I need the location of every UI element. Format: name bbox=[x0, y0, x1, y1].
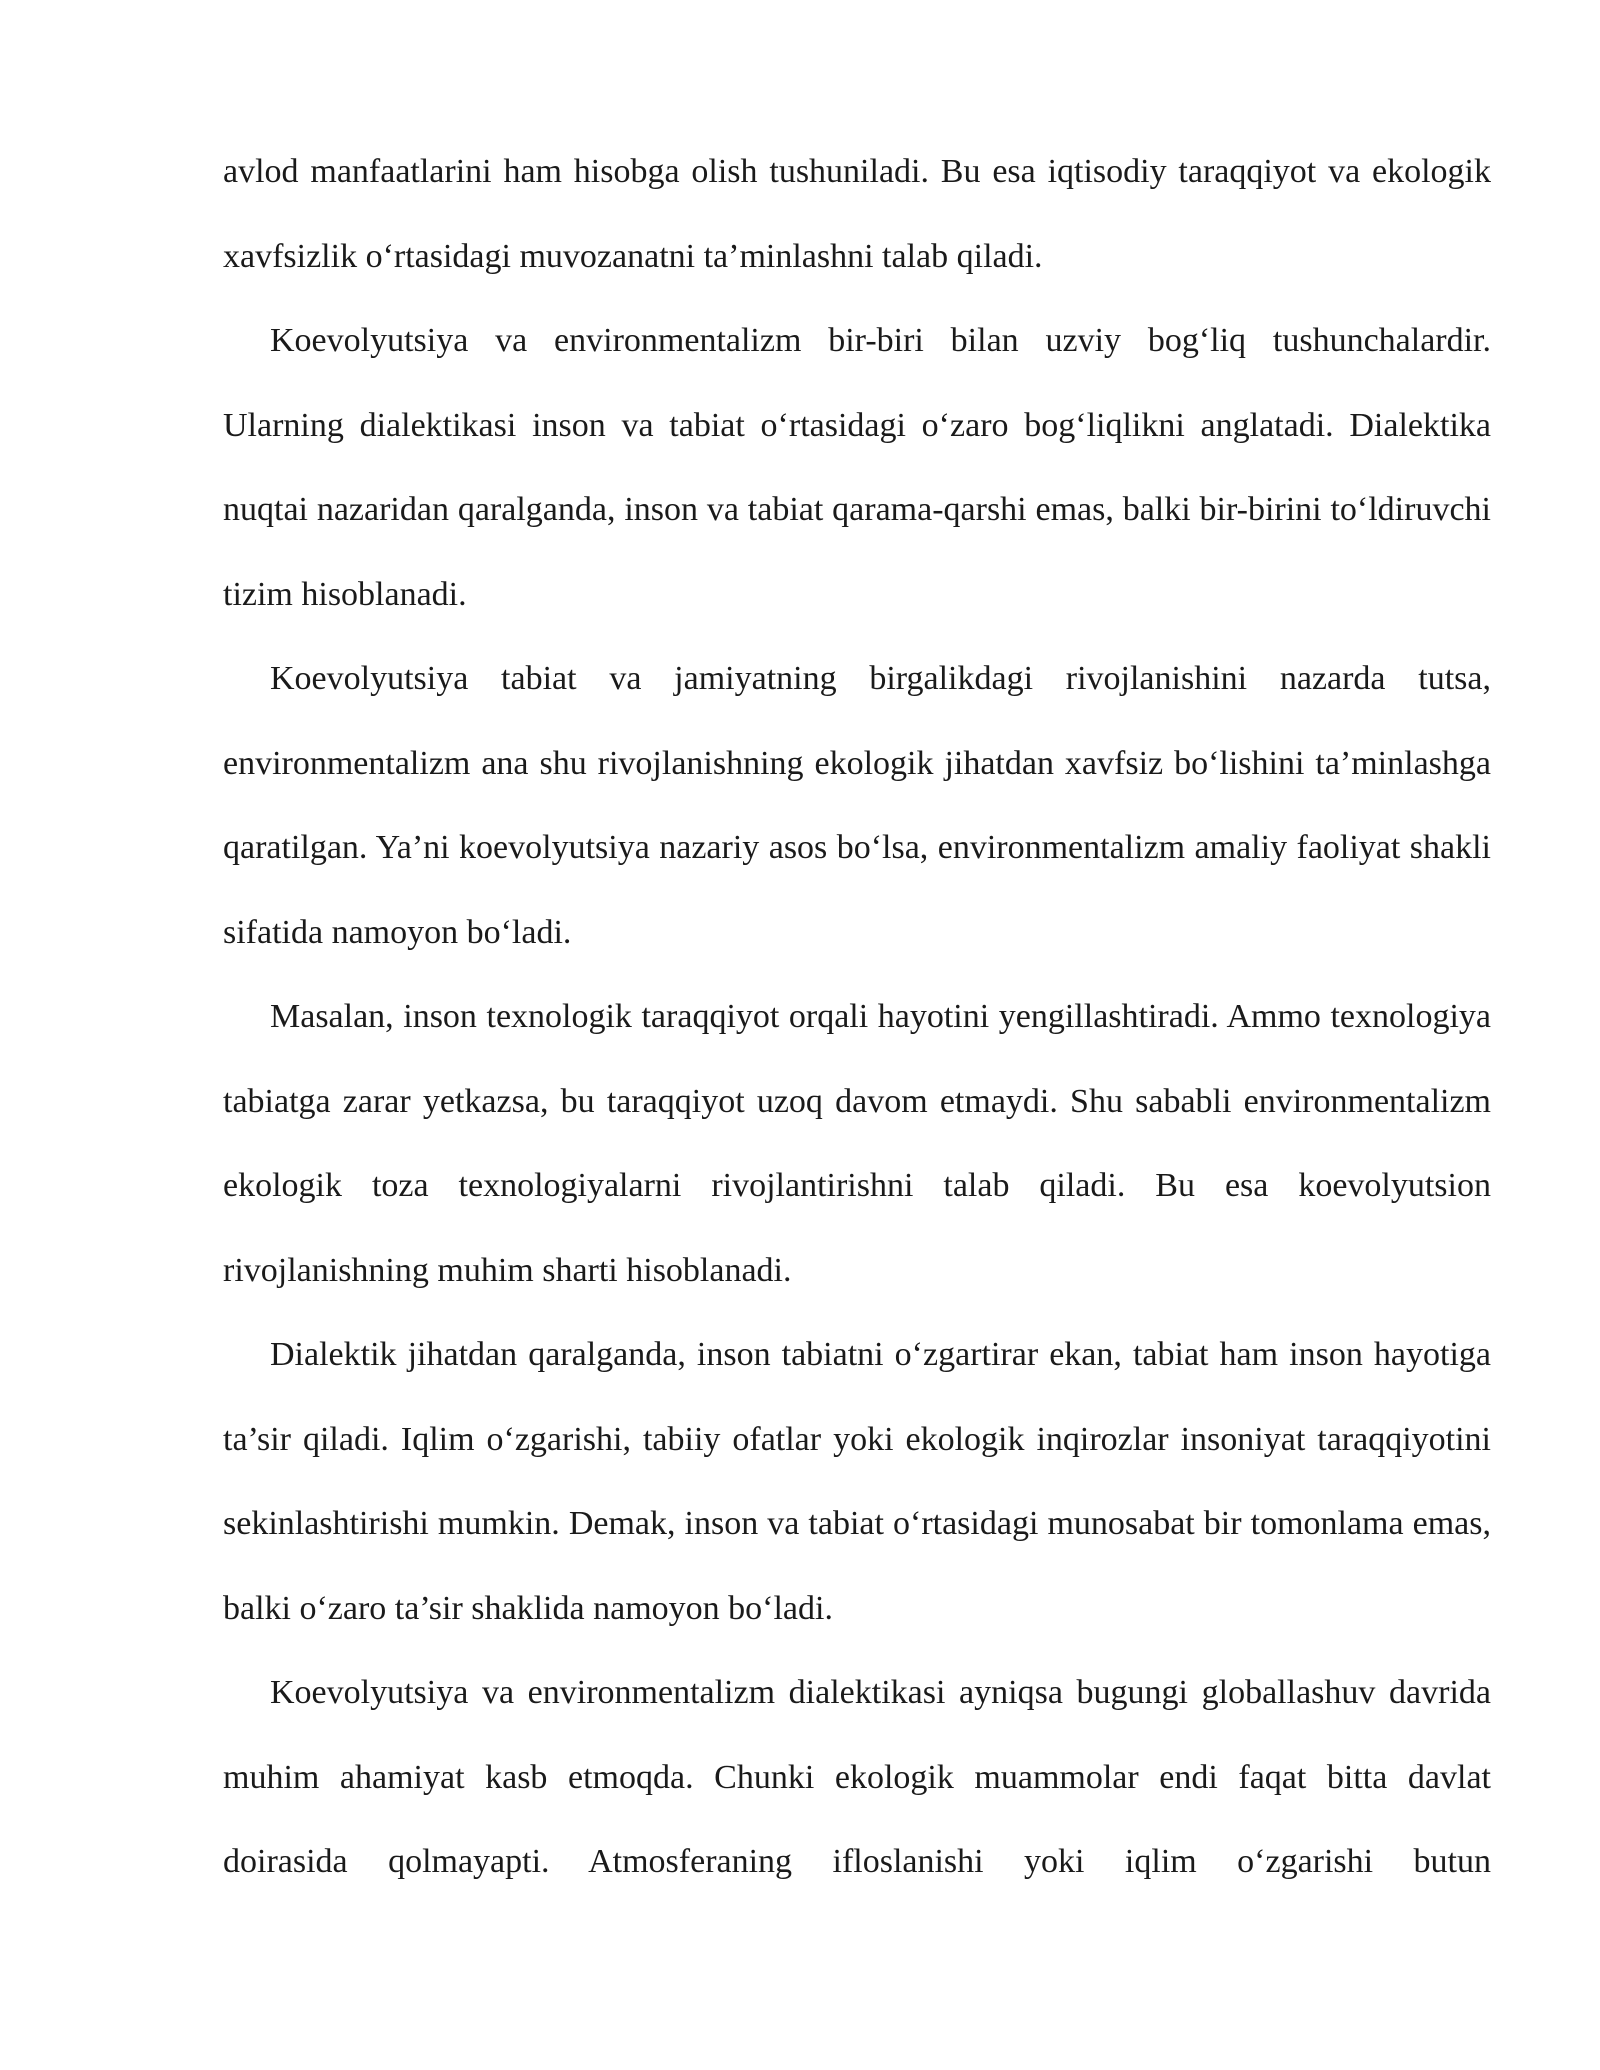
paragraph-4: Masalan, inson texnologik taraqqiyot orqali hayotini yengillashtiradi. Ammo texnologiya tabiatga zarar yetkazsa, bu taraqqiyot uzoq davom etmaydi. Shu sababli environmentalizm ekologik toza texnologiyalarni rivojlantirishni talab qiladi. Bu esa koevolyutsion rivojlanishning muhim sharti hisoblanadi. bbox=[223, 998, 1491, 1289]
paragraph-6: Koevolyutsiya va environmentalizm dialektikasi ayniqsa bugungi globallashuv davrida muhim ahamiyat kasb etmoqda. Chunki ekologik muammolar endi faqat bitta davlat doirasida qolmayapti. Atmosferaning ifloslanishi yoki iqlim o‘zgarishi butun bbox=[223, 1674, 1491, 1880]
body-text bbox=[223, 130, 1491, 1905]
paragraph-1: avlod manfaatlarini ham hisobga olish tushuniladi. Bu esa iqtisodiy taraqqiyot va ekologik xavfsizlik o‘rtasidagi muvozanatni ta’minlashni talab qiladi. bbox=[223, 153, 1491, 275]
paragraph-2: Koevolyutsiya va environmentalizm bir-biri bilan uzviy bog‘liq tushunchalardir. Ularning dialektikasi inson va tabiat o‘rtasidagi o‘zaro bog‘liqlikni anglatadi. Dialektika nuqtai nazaridan qaralganda, inson va tabiat qarama-qarshi emas, balki bir-birini to‘ldiruvchi tizim hisoblanadi. bbox=[223, 322, 1491, 613]
paragraph-5: Dialektik jihatdan qaralganda, inson tabiatni o‘zgartirar ekan, tabiat ham inson hayotiga ta’sir qiladi. Iqlim o‘zgarishi, tabiiy ofatlar yoki ekologik inqirozlar insoniyat taraqqiyotini sekinlashtirishi mumkin. Demak, inson va tabiat o‘rtasidagi munosabat bir tomonlama emas, balki o‘zaro ta’sir shaklida namoyon bo‘ladi. bbox=[223, 1336, 1491, 1627]
paragraph-3: Koevolyutsiya tabiat va jamiyatning birgalikdagi rivojlanishini nazarda tutsa, environmentalizm ana shu rivojlanishning ekologik jihatdan xavfsiz bo‘lishini ta’minlashga qaratilgan. Ya’ni koevolyutsiya nazariy asos bo‘lsa, environmentalizm amaliy faoliyat shakli sifatida namoyon bo‘ladi. bbox=[223, 660, 1491, 951]
